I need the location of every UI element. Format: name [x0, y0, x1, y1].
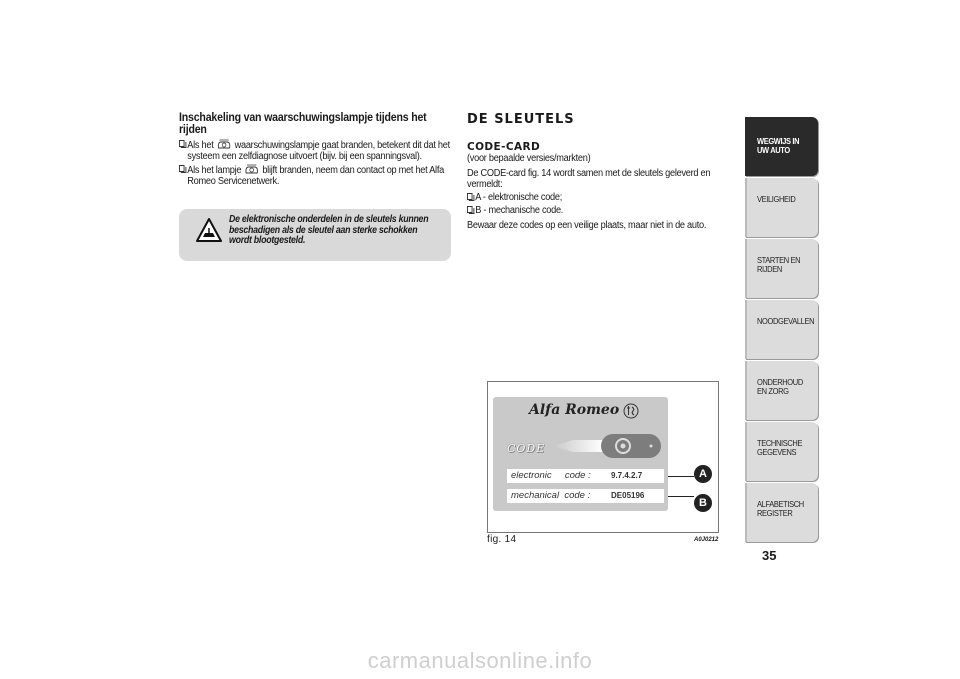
brand-logo: Alfa Romeo	[529, 402, 620, 418]
figure-frame	[487, 381, 719, 533]
tab-wegwijs[interactable]	[745, 117, 818, 176]
bullet-item: A - elektronische code;	[467, 192, 733, 203]
leader-line-b	[668, 496, 694, 497]
checkbox-bullet-icon	[467, 206, 473, 213]
tab-label: ALFABETISCH REGISTER	[757, 499, 804, 518]
callout-marker-b: B	[694, 494, 712, 512]
tab-technische-gegevens[interactable]	[745, 422, 818, 481]
section-heading: Inschakeling van waarschuwingslampje tijdens het rijden	[179, 112, 427, 136]
subsection-heading: CODE-CARD	[467, 141, 541, 153]
bullet-item: Als het waarschuwingslampje gaat branden, betekent dit dat het systeem een zelfdiagnose uitvoert (bijv. bij een spanningsval).	[179, 139, 454, 162]
checkbox-bullet-icon	[179, 140, 185, 147]
page-number: 35	[762, 548, 777, 563]
key-warning-lamp-icon	[244, 164, 259, 175]
watermark: carmanualsonline.info	[367, 648, 593, 673]
tab-starten-en-rijden[interactable]	[745, 239, 818, 298]
tab-veiligheid[interactable]	[745, 178, 818, 237]
tab-onderhoud-en-zorg[interactable]	[745, 361, 818, 420]
page-title: DE SLEUTELS	[467, 112, 575, 127]
warning-text: De elektronische onderdelen in de sleutels kunnen beschadigen als de sleutel aan sterke schokken wordt blootgesteld.	[229, 214, 429, 246]
checkbox-bullet-icon	[467, 193, 473, 200]
tab-label: TECHNISCHE GEGEVENS	[757, 438, 803, 457]
figure-caption: fig. 14	[487, 534, 517, 545]
tab-label: STARTEN EN RIJDEN	[757, 255, 801, 274]
mechanical-code-value: DE05196	[611, 491, 645, 500]
bullet-item: Als het lampje blijft branden, neem dan contact op met het Alfa Romeo Servicenetwerk.	[179, 164, 454, 187]
electronic-code-value: 9.7.4.2.7	[611, 471, 643, 480]
tab-label: ONDERHOUD EN ZORG	[757, 377, 803, 396]
electronic-code-label: electronic code :	[511, 470, 591, 481]
callout-marker-a: A	[694, 465, 712, 483]
key-graphic-icon	[553, 433, 663, 459]
alfa-romeo-emblem-icon	[623, 403, 639, 419]
warning-triangle-icon	[196, 217, 222, 243]
key-warning-lamp-icon	[217, 139, 232, 150]
tab-alfabetisch-register[interactable]	[745, 483, 818, 542]
tab-label: NOODGEVALLEN	[757, 316, 815, 326]
warning-box	[179, 209, 451, 261]
checkbox-bullet-icon	[179, 165, 185, 172]
tab-label: VEILIGHEID	[757, 194, 796, 204]
left-column	[179, 112, 451, 187]
right-column	[467, 112, 727, 231]
code-word: CODE	[507, 442, 546, 455]
figure-code: A0J0212	[694, 537, 719, 543]
paragraph: Bewaar deze codes op een veilige plaats, maar niet in de auto.	[467, 220, 707, 231]
bullet-item: B - mechanische code.	[467, 205, 733, 216]
tab-label: WEGWIJS IN UW AUTO	[757, 136, 800, 155]
chapter-tabs	[745, 117, 818, 544]
tab-noodgevallen[interactable]	[745, 300, 818, 359]
note-text: (voor bepaalde versies/markten)	[467, 153, 591, 164]
electronic-code-row	[507, 469, 664, 483]
code-card	[493, 397, 668, 511]
mechanical-code-label: mechanical code :	[511, 490, 591, 501]
paragraph: De CODE-card fig. 14 wordt samen met de sleutels geleverd en vermeldt:	[467, 168, 711, 190]
leader-line-a	[668, 476, 694, 477]
mechanical-code-row	[507, 489, 664, 503]
